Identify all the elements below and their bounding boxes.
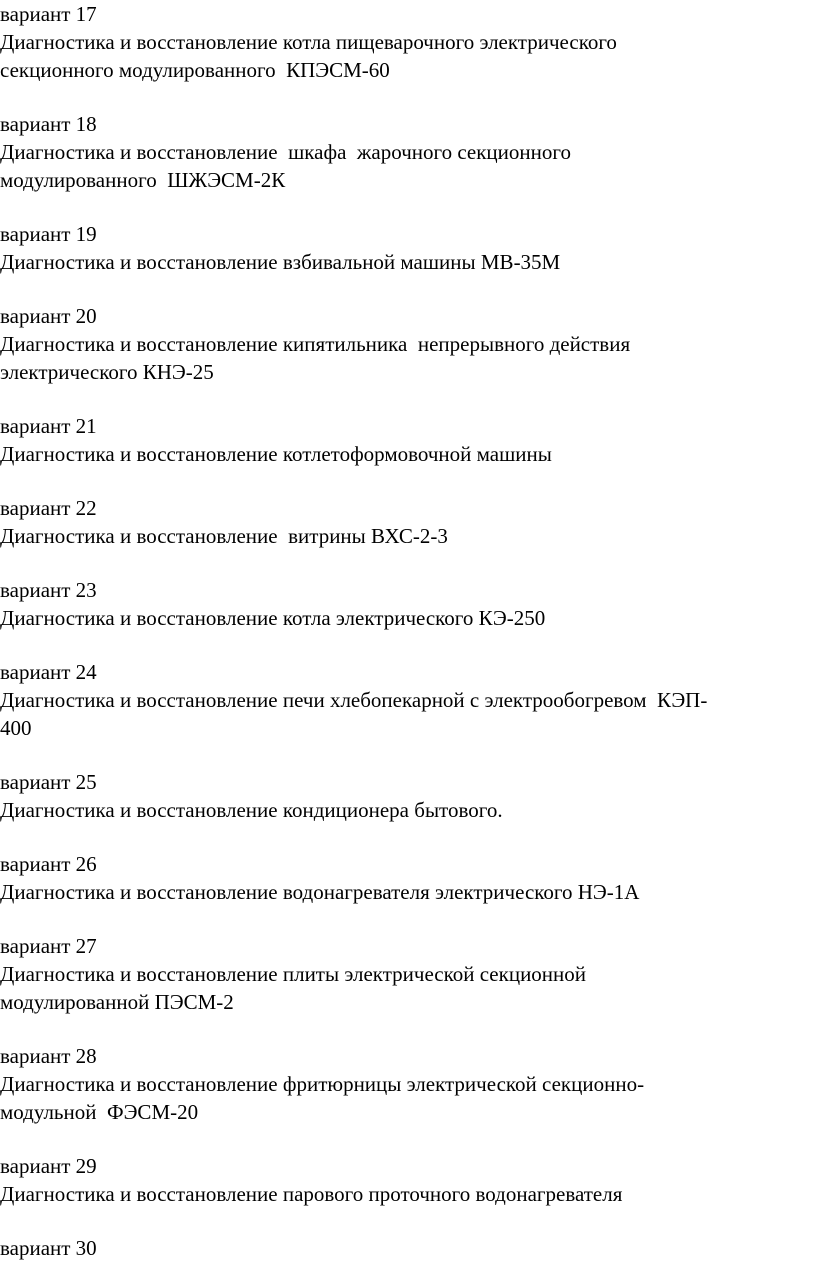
variant-description: Диагностика и восстановление взбивальной машины МВ-35М: [0, 250, 561, 274]
variant-block: [0, 658, 816, 742]
variant-label: вариант 30: [0, 1236, 97, 1260]
variant-block: [0, 850, 816, 906]
variant-label: вариант 23: [0, 578, 97, 602]
variant-block: [0, 494, 816, 550]
variant-block: [0, 110, 816, 194]
variant-label: вариант 27: [0, 934, 97, 958]
variant-description: Диагностика и восстановление кипятильника непрерывного действия электрического КНЭ-25: [0, 332, 631, 384]
variant-block: [0, 1152, 816, 1208]
variant-label: вариант 22: [0, 496, 97, 520]
variant-description: Диагностика и восстановление котла электрического КЭ-250: [0, 606, 546, 630]
variant-label: вариант 24: [0, 660, 97, 684]
variant-description: Диагностика и восстановление шкафа жарочного секционного модулированного ШЖЭСМ-2К: [0, 140, 571, 192]
variant-label: вариант 29: [0, 1154, 97, 1178]
variant-block: [0, 932, 816, 1016]
variant-label: вариант 19: [0, 222, 97, 246]
variant-label: вариант 17: [0, 2, 97, 26]
variant-block: [0, 1042, 816, 1126]
variant-label: вариант 28: [0, 1044, 97, 1068]
variant-label: вариант 26: [0, 852, 97, 876]
variant-block: [0, 768, 816, 824]
variant-description: Диагностика и восстановление водонагревателя электрического НЭ-1А: [0, 880, 640, 904]
variant-block: [0, 0, 816, 84]
variant-block: [0, 576, 816, 632]
variant-block: [0, 302, 816, 386]
variant-description: Диагностика и восстановление котла пищеварочного электрического секционного модулированного КПЭСМ-60: [0, 30, 617, 82]
variant-label: вариант 20: [0, 304, 97, 328]
variant-description: Диагностика и восстановление витрины ВХС-2-3: [0, 524, 448, 548]
variant-label: вариант 25: [0, 770, 97, 794]
variant-description: Диагностика и восстановление плиты электрической секционной модулированной ПЭСМ-2: [0, 962, 587, 1014]
variant-label: вариант 21: [0, 414, 97, 438]
variant-label: вариант 18: [0, 112, 97, 136]
variant-description: Диагностика и восстановление печи хлебопекарной с электрообогревом КЭП- 400: [0, 688, 708, 740]
variant-description: Диагностика и восстановление фритюрницы электрической секционно- модульной ФЭСМ-20: [0, 1072, 645, 1124]
variant-block: [0, 1234, 816, 1262]
variant-description: Диагностика и восстановление парового проточного водонагревателя: [0, 1182, 623, 1206]
variant-description: Диагностика и восстановление котлетоформовочной машины: [0, 442, 552, 466]
variant-description: Диагностика и восстановление кондиционера бытового.: [0, 798, 503, 822]
variant-block: [0, 220, 816, 276]
variant-block: [0, 412, 816, 468]
